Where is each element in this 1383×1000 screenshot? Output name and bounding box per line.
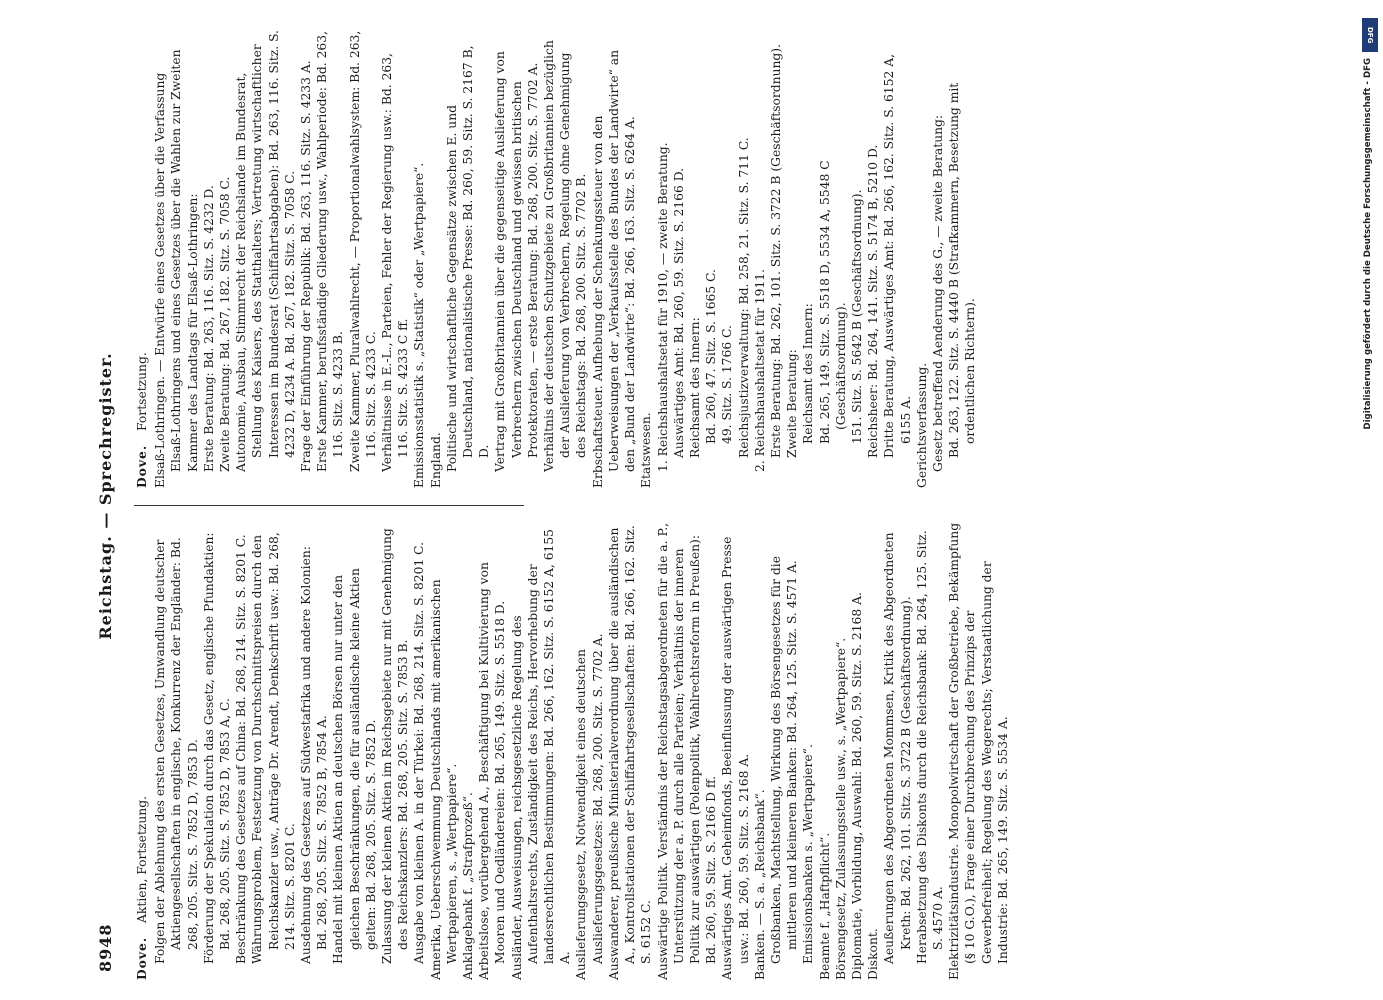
index-entry: 151. Sitz. S. 5642 B (Geschäftsordnung).	[849, 189, 864, 444]
index-entry: 2. Reichshaushaltsetat für 1911.	[752, 268, 767, 472]
index-entry: Etatswesen.	[639, 412, 654, 488]
index-entry: Auswärtiges Amt. Geheimfonds, Beeinflussung der auswärtigen Presse usw.: Bd. 260, 59. Sitz. S. 2168 A.	[720, 536, 751, 980]
index-entry: Politische und wirtschaftliche Gegensätze zwischen E. und Deutschland, nationalistische Presse: Bd. 260, 59. Sitz. S. 2167 B, D.	[444, 45, 492, 472]
column-divider	[134, 505, 524, 506]
document-page	[56, 0, 1326, 1000]
index-entry: Anklagebank f. „Strafprozeß“.	[461, 792, 476, 980]
index-entry: Auslieferungsgesetz, Notwendigkeit eines deutschen Auslieferungsgesetzes: Bd. 268, 200. Sitz. S. 7702 A.	[574, 633, 605, 980]
digitization-credit: Digitalisierung gefördert durch die Deutsche Forschungsgemeinschaft - DFG	[1363, 58, 1373, 430]
index-entry: Frage der Einführung der Republik: Bd. 263, 116. Sitz. S. 4233 A.	[299, 60, 314, 472]
index-entry: Handel mit kleinen Aktien an deutschen Börsen nur unter den gleichen Beschränkungen, die für ausländische kleine Aktien gelten: Bd. 268, 205. Sitz. S. 7852 D.	[331, 568, 378, 964]
index-entry: Amerika, Ueberschwemmung Deutschlands mit amerikanischen Wertpapieren, s. „Wertpapiere“.	[428, 579, 459, 980]
digitization-sidebar	[1360, 18, 1380, 982]
dfg-logo: DFG	[1362, 18, 1378, 52]
index-entry: Reichsamt des Innern:	[801, 303, 816, 444]
index-entry: Bd. 263, 122. Sitz. S. 4440 B (Strafkammern, Besetzung mit ordentlichen Richtern).	[947, 82, 978, 458]
index-entry: Arbeitslose, vorübergehend A., Beschäftigung bei Kultivierung von Mooren und Oedländereien: Bd. 265, 149. Sitz. S. 5518 D.	[477, 562, 508, 980]
index-entry: Dritte Beratung, Auswärtiges Amt: Bd. 266, 162. Sitz. S. 6152 A, 6155 A.	[882, 53, 913, 458]
index-entry: Elsaß-Lothringen. — Entwürfe eines Gesetzes über die Verfassung Elsaß-Lothringens und eines Gesetzes über die Wahlen zur Zweiten Kammer des Landtags für Elsaß-Lothringen:	[153, 49, 200, 488]
index-entry: Zweite Beratung:	[785, 349, 800, 458]
column-heading	[134, 30, 150, 488]
index-entry: Zweite Kammer, Pluralwahlrecht, — Proportionalwahlsystem: Bd. 263, 116. Sitz. S. 4233 C.	[347, 30, 378, 472]
index-entry: Verhältnis der deutschen Schutzgebiete zu Großbritannien bezüglich der Auslieferung von Verbrechern, Regelung ohne Genehmigung des Reichstags: Bd. 268, 200. Sitz. S. 7702 B.	[542, 40, 589, 472]
index-entry: Auswanderer, preußische Ministerialverordnung über die ausländischen A., Kontrollstationen der Schiffahrtsgesellschaften: Bd. 266, 162. Sitz. S. 6152 C.	[606, 525, 654, 980]
index-entry: Förderung der Spekulation durch das Gesetz, englische Pfundaktien: Bd. 268, 205. Sitz. S. 7852 D, 7853 A, C.	[201, 532, 233, 964]
index-entry: Beamte f. „Haftpflicht“.	[817, 832, 832, 980]
index-entry: Vertrag mit Großbritannien über die gegenseitige Auslieferung von Verbrechern zwischen Deutschland und gewissen britischen Protektoraten, — erste Beratung: Bd. 268, 200. Sitz. S. 7702 A.	[493, 51, 540, 472]
section-heading: Aktien, Fortsetzung.	[135, 796, 149, 923]
index-entry: 49. Sitz. S. 1766 C.	[720, 325, 735, 444]
index-entry: Verhältnisse in E.-L., Parteien, Fehler der Regierung usw.: Bd. 263, 116. Sitz. S. 4233 C ff.	[380, 53, 411, 472]
column-heading	[134, 522, 150, 980]
page-title: Reichstag. — Sprechregister.	[96, 352, 115, 640]
index-entry: Gesetz betreffend Aenderung des G., — zweite Beratung:	[930, 114, 945, 472]
index-entry: England.	[428, 432, 443, 488]
index-entry: Bd. 260, 47. Sitz. S. 1665 C.	[704, 269, 719, 444]
index-entry: Diskont.	[866, 928, 881, 980]
index-entry: Banken. — S. a. „Reichsbank“.	[752, 789, 767, 980]
left-column	[134, 522, 1011, 980]
index-entry: Gerichtsverfassung.	[914, 362, 929, 488]
index-entry: Erste Beratung: Bd. 262, 101. Sitz. S. 3722 B (Geschäftsordnung).	[768, 43, 783, 458]
index-entry: Ausdehnung des Gesetzes auf Südwestafrika und andere Kolonien: Bd. 268, 205. Sitz. S. 7852 B, 7854 A.	[299, 546, 330, 964]
index-entry: Erste Beratung: Bd. 263, 116. Sitz. S. 4232 D.	[201, 185, 216, 472]
speaker-name: Dove.	[134, 936, 149, 980]
index-entry: Folgen der Ablehnung des ersten Gesetzes, Umwandlung deutscher Aktiengesellschaften in englische, Konkurrenz der Engländer: Bd. 268, 205. Sitz. S. 7852 D, 7853 D.	[153, 537, 200, 964]
index-entry: Diplomatie, Vorbildung, Auswahl: Bd. 260, 59. Sitz. S. 2168 A.	[849, 592, 864, 980]
index-entry: Bd. 265, 149. Sitz. S. 5518 D, 5534 A, 5548 C (Geschäftsordnung).	[817, 160, 848, 444]
index-entry: Großbanken, Machtstellung, Wirkung des Börsengesetzes für die mittleren und kleineren Banken: Bd. 264, 125. Sitz. S. 4571 A.	[768, 556, 800, 964]
index-entry: Reichsheer: Bd. 264, 141. Sitz. S. 5174 B, 5210 D.	[866, 144, 881, 458]
index-entry: Elektrizitätsindustrie. Monopolwirtschaft der Großbetriebe, Bekämpfung (§ 10 G.O.), Frage einer Durchbrechung des Prinzips der Gewerbefreiheit; Regelung des Wegerechts; Verstaatlichung der Industrie: Bd. 265, 149. Sitz. S. 5534 A.	[947, 522, 1010, 980]
index-entry: Beschränkung des Gesetzes auf China: Bd. 268, 214. Sitz. S. 8201 C.	[234, 534, 249, 964]
index-entry: 1. Reichshaushaltsetat für 1910, — zweite Beratung.	[655, 142, 670, 472]
index-entry: Ausgabe von kleinen A. in der Türkei: Bd. 268, 214. Sitz. S. 8201 C.	[412, 541, 427, 964]
index-entry: Emissionsbanken s. „Wertpapiere“.	[801, 744, 816, 964]
index-entry: Auswärtiges Amt: Bd. 260, 59. Sitz. S. 2166 D.	[671, 167, 686, 458]
index-entry: Reichsjustizverwaltung: Bd. 258, 21. Sitz. S. 711 C.	[736, 137, 751, 458]
index-entry: Zweite Beratung: Bd. 267, 182. Sitz. S. 7058 C.	[218, 176, 233, 472]
index-entry: Herabsetzung des Diskonts durch die Reichsbank: Bd. 264, 125. Sitz. S. 4570 A.	[914, 530, 945, 964]
speaker-name: Dove.	[134, 444, 149, 488]
index-entry: Börsengesetz, Zulassungsstelle usw., s. „Wertpapiere“.	[833, 637, 848, 980]
index-entry: Reichsamt des Innern:	[687, 317, 702, 458]
index-entry: Auswärtige Politik. Verständnis der Reichstagsabgeordneten für die a. P., Unterstützung der a. P. durch alle Parteien; Verhältnis der inneren Politik zur auswärtigen (Polenpolitik, Wahlrechtsreform in Preußen): Bd. 260, 59. Sitz. S. 2166 D ff.	[655, 522, 719, 980]
index-entry: Zulassung der kleinen Aktien im Reichsgebiete nur mit Genehmigung des Reichskanzlers: Bd. 268, 205. Sitz. S. 7853 B.	[380, 528, 411, 964]
index-entry: Ausländer, Ausweisungen, reichsgesetzliche Regelung des Aufenthaltsrechts, Zuständigkeit des Reichs, Hervorhebung der landesrechtlichen Bestimmungen: Bd. 266, 162. Sitz. S. 6152 A, 6155 A.	[509, 528, 573, 980]
page-header	[96, 20, 126, 972]
index-entry: Autonomie, Ausbau, Stimmrecht der Reichslande im Bundesrat, Stellung des Kaisers, des Statthalters; Vertretung wirtschaftlicher Interessen im Bundesrat (Schiffahrtsabgaben): Bd. 263, 116. Sitz. S. 4232 D, 4234 A. Bd. 267, 182. Sitz. S. 7058 C.	[234, 30, 297, 472]
index-entry: Erste Kammer, berufsständige Gliederung usw., Wahlperiode: Bd. 263, 116. Sitz. S. 4233 B.	[315, 31, 346, 472]
section-heading: Fortsetzung.	[135, 352, 149, 431]
right-column	[134, 30, 979, 488]
index-entry: Währungsproblem, Festsetzung von Durchschnittspreisen durch den Reichskanzler usw., Anträge Dr. Arendt, Denkschrift usw.: Bd. 268, 214. Sitz. S. 8201 C.	[250, 532, 297, 964]
index-entry: Emissionsstatistik s. „Statistik“ oder „Wertpapiere“.	[412, 162, 427, 488]
page-number: 8948	[96, 923, 115, 972]
index-entry: Erbschaftsteuer. Aufhebung der Schenkungssteuer von den Ueberweisungen der „Verkaufsstelle des Bundes der Landwirte“ an den „Bund der Landwirte“: Bd. 266, 163. Sitz. S. 6264 A.	[590, 49, 638, 488]
index-entry: Aeußerungen des Abgeordneten Mommsen, Kritik des Abgeordneten Kreth: Bd. 262, 101. Sitz. S. 3722 B (Geschäftsordnung).	[882, 532, 913, 964]
